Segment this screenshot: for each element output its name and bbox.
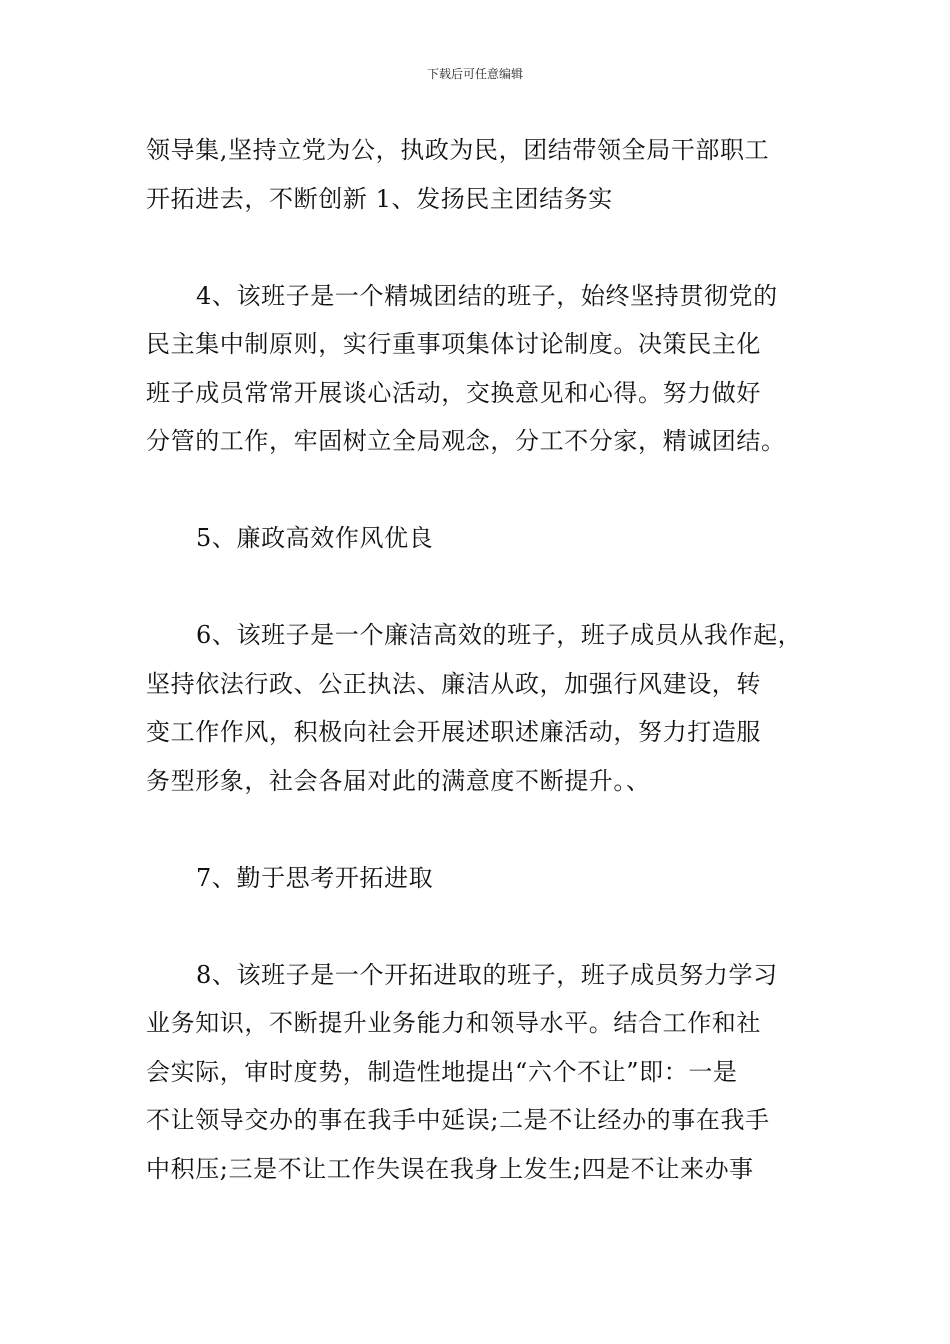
text-line: 务型形象，社会各届对此的满意度不断提升。、	[146, 766, 651, 795]
heading-5	[146, 514, 810, 563]
paragraph-intro	[146, 126, 810, 223]
text-line: 会实际，审时度势，制造性地提出“六个不让”即：一是	[146, 1057, 738, 1086]
text-line: 6、该班子是一个廉洁高效的班子，班子成员从我作起，	[196, 621, 803, 649]
heading-7	[146, 854, 810, 903]
paragraph-gap	[146, 902, 810, 951]
text-line: 中积压;三是不让工作失误在我身上发生;四是不让来办事	[146, 1154, 754, 1183]
paragraph-gap	[146, 223, 810, 272]
text-line: 民主集中制原则，实行重事项集体讨论制度。决策民主化	[146, 330, 761, 358]
text-line: 7、勤于思考开拓进取	[196, 863, 434, 892]
paragraph-gap	[146, 466, 810, 515]
text-line: 分管的工作，牢固树立全局观念，分工不分家，精诚团结。	[146, 427, 786, 455]
paragraph-gap	[146, 563, 810, 612]
text-line: 变工作作风，积极向社会开展述职述廉活动，努力打造服	[146, 718, 761, 746]
paragraph-4	[146, 272, 810, 466]
paragraph-6	[146, 611, 810, 805]
text-line: 5、廉政高效作风优良	[196, 524, 434, 552]
text-line: 坚持依法行政、公正执法、廉洁从政，加强行风建设，转	[146, 669, 761, 698]
text-line: 领导集,坚持立党为公，执政为民，团结带领全局干部职工	[146, 136, 770, 164]
document-body	[146, 126, 810, 1193]
paragraph-gap	[146, 805, 810, 854]
text-line: 4、该班子是一个精城团结的班子，始终坚持贯彻党的	[196, 281, 778, 310]
text-line: 业务知识，不断提升业务能力和领导水平。结合工作和社	[146, 1009, 761, 1037]
text-line: 班子成员常常开展谈心活动，交换意见和心得。努力做好	[146, 378, 761, 407]
text-line: 不让领导交办的事在我手中延误;二是不让经办的事在我手	[146, 1106, 770, 1134]
page-header: 下载后可任意编辑	[426, 67, 523, 81]
paragraph-8	[146, 951, 810, 1194]
text-line: 8、该班子是一个开拓进取的班子，班子成员努力学习	[196, 960, 778, 989]
text-line: 开拓进去，不断创新 1、发扬民主团结务实	[146, 184, 613, 213]
